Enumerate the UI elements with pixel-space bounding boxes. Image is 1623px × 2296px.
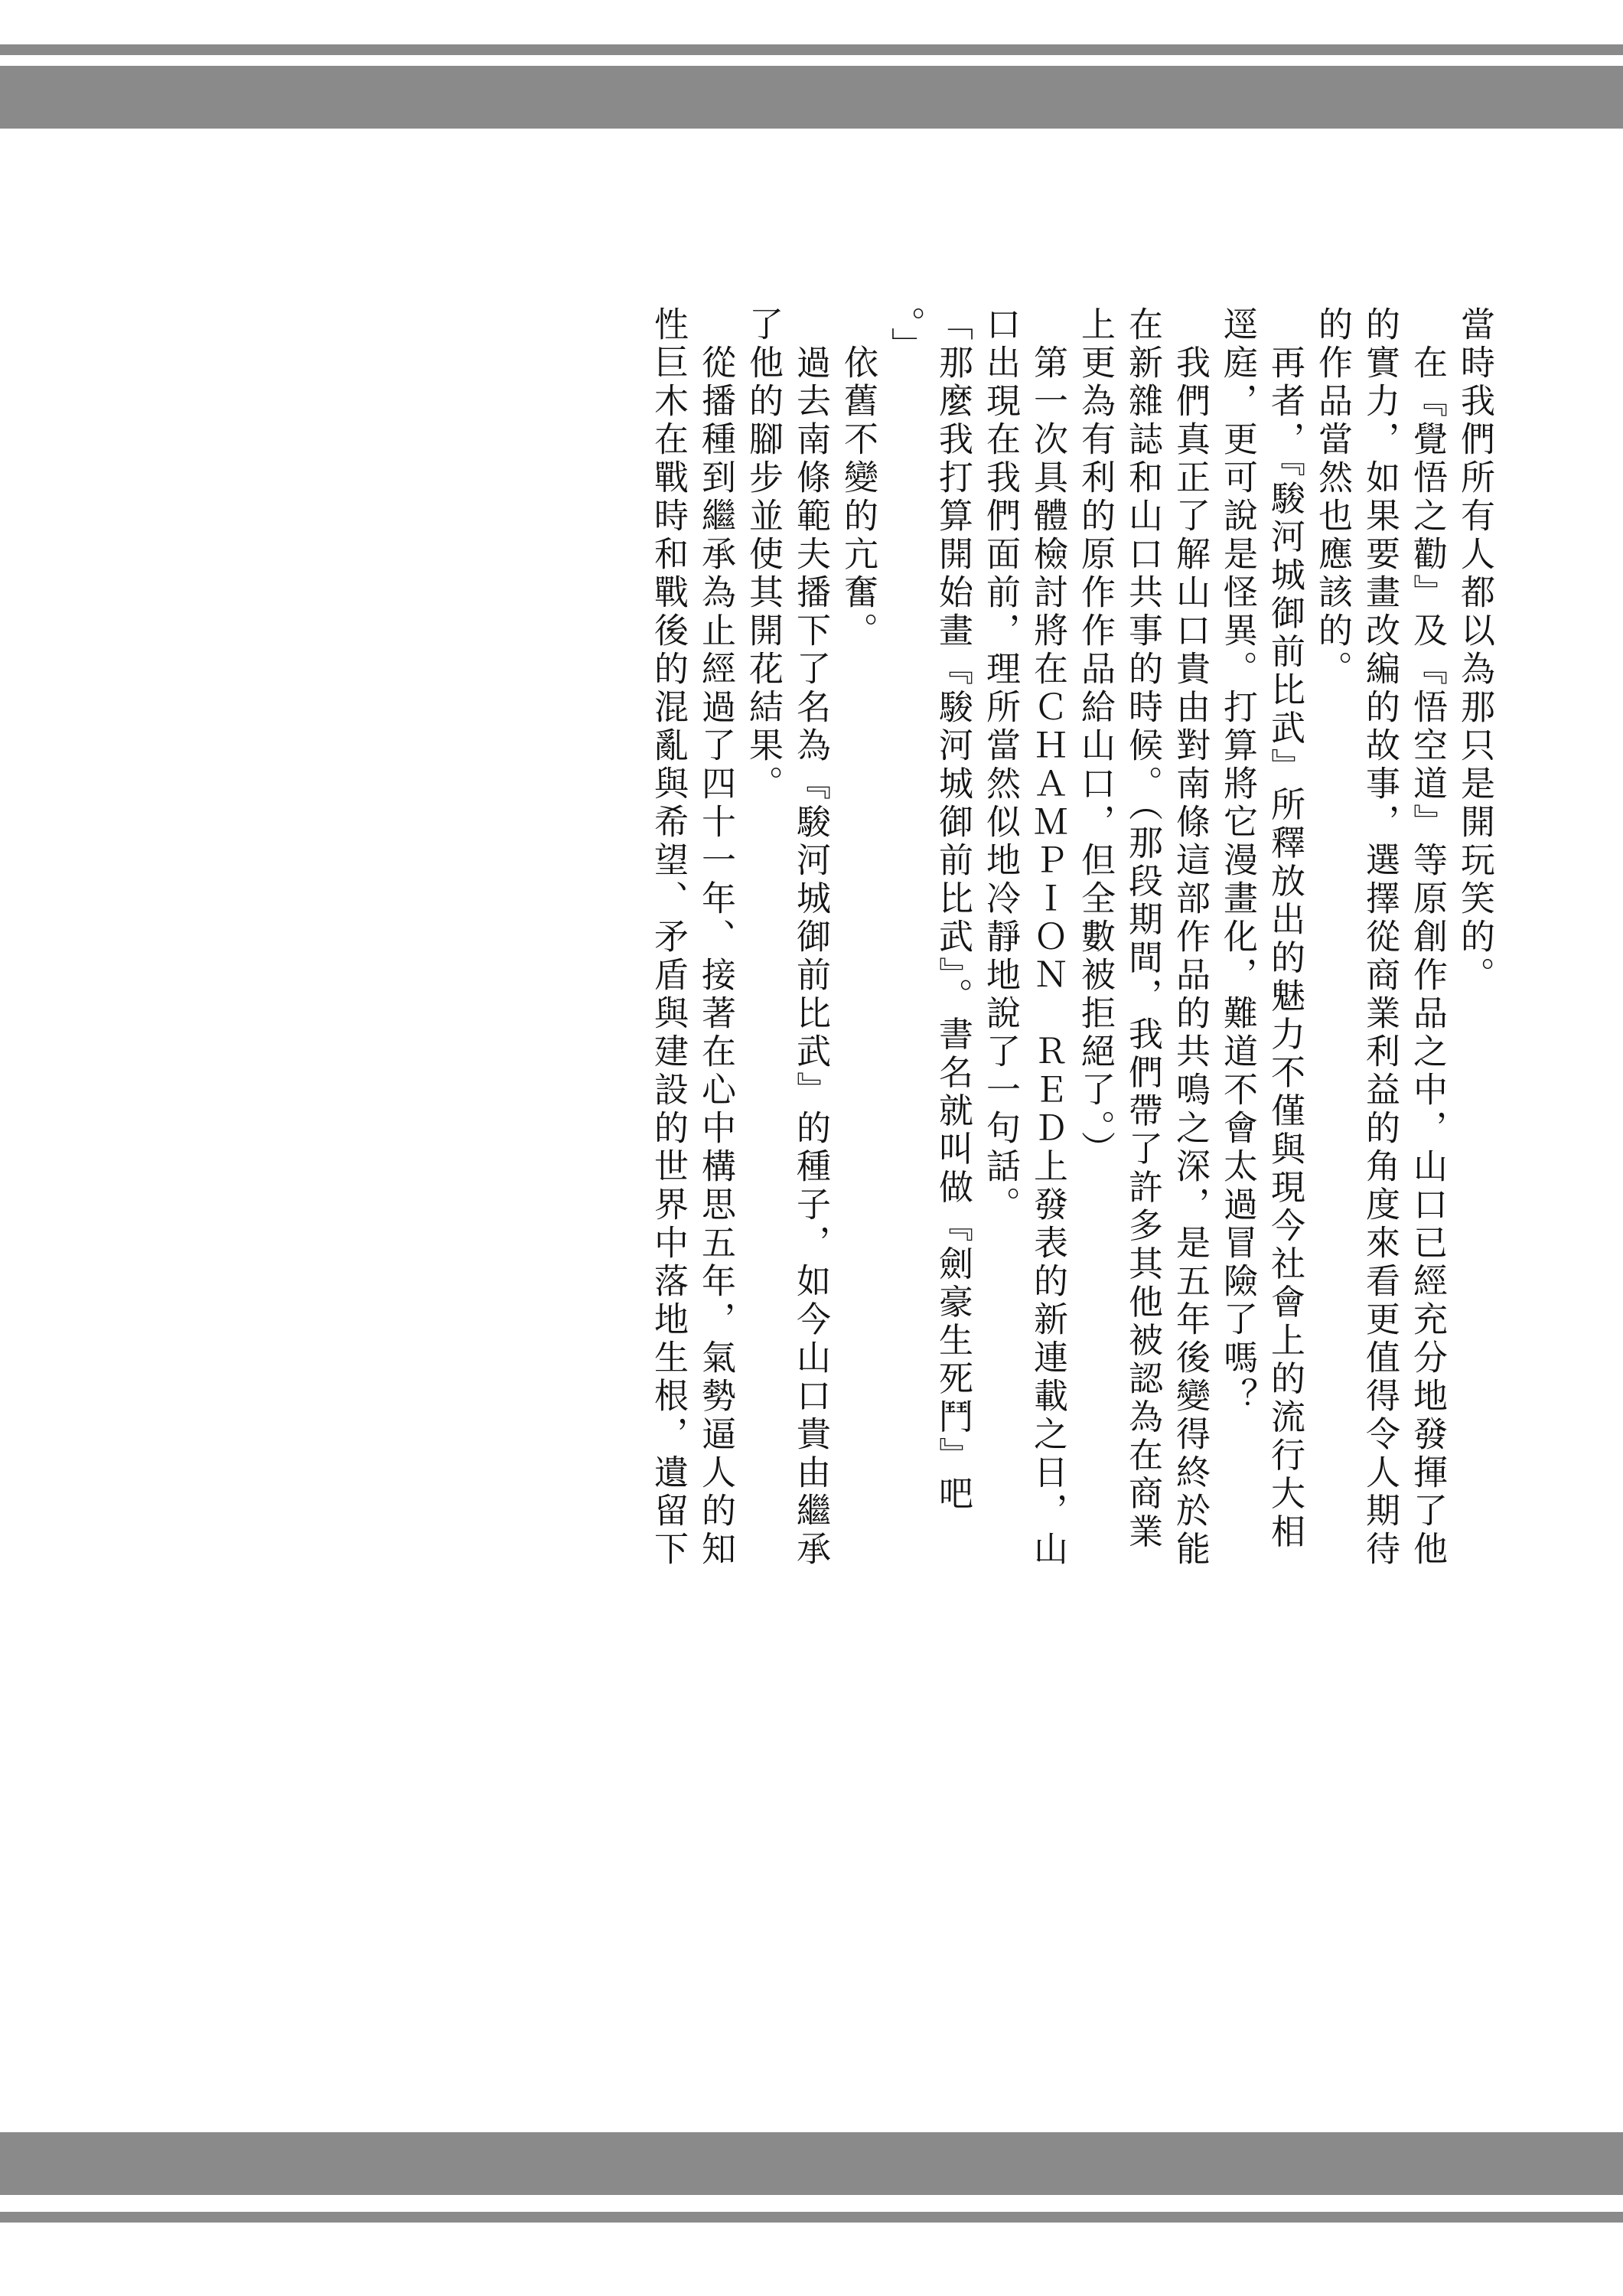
decorative-band-bottom-thick xyxy=(0,2132,1623,2195)
text-line: 第一次具體檢討將在ＣＨＡＭＰＩＯＮ ＲＥＤ上發表的新連載之日，山 xyxy=(1028,306,1068,1569)
text-line: 。」 xyxy=(885,306,926,366)
text-line: 了他的腳步並使其開花結果。 xyxy=(743,306,784,804)
text-line: 依舊不變的亢奮。 xyxy=(838,306,878,651)
text-line: 的實力，如果要畫改編的故事，選擇從商業利益的角度來看更值得令人期待 xyxy=(1360,306,1400,1569)
text-line: 在『覺悟之勸』及『悟空道』等原創作品之中，山口已經充分地發揮了他 xyxy=(1407,306,1448,1569)
decorative-band-bottom-thin xyxy=(0,2212,1623,2223)
text-line: 從播種到繼承為止經過了四十一年、接著在心中構思五年，氣勢逼人的知 xyxy=(696,306,736,1569)
text-line: 在新雜誌和山口共事的時候。（那段期間，我們帶了許多其他被認為在商業 xyxy=(1123,306,1163,1552)
text-line: 口出現在我們面前，理所當然似地冷靜地說了一句話。 xyxy=(980,306,1021,1225)
text-line: 我們真正了解山口貴由對南條這部作品的共鳴之深，是五年後變得終於能 xyxy=(1170,306,1211,1569)
text-line: 當時我們所有人都以為那只是開玩笑的。 xyxy=(1455,306,1495,995)
text-line: 性巨木在戰時和戰後的混亂與希望、矛盾與建設的世界中落地生根，遺留下 xyxy=(648,306,689,1569)
text-line: 「那麼我打算開始畫『駿河城御前比武』。書名就叫做『劍豪生死鬥』吧 xyxy=(933,306,973,1514)
text-line: 再者，『駿河城御前比武』所釋放出的魅力不僅與現今社會上的流行大相 xyxy=(1265,306,1305,1552)
page-body xyxy=(92,306,1495,2051)
decorative-band-top-thin xyxy=(0,44,1623,55)
text-line: 逕庭，更可說是怪異。打算將它漫畫化，難道不會太過冒險了嗎？ xyxy=(1217,306,1258,1416)
text-line: 上更為有利的原作作品給山口，但全數被拒絕了。） xyxy=(1075,306,1116,1169)
decorative-band-top-thick xyxy=(0,66,1623,129)
text-line: 的作品當然也應該的。 xyxy=(1312,306,1353,689)
text-line: 過去南條範夫播下了名為『駿河城御前比武』的種子，如今山口貴由繼承 xyxy=(790,306,831,1569)
